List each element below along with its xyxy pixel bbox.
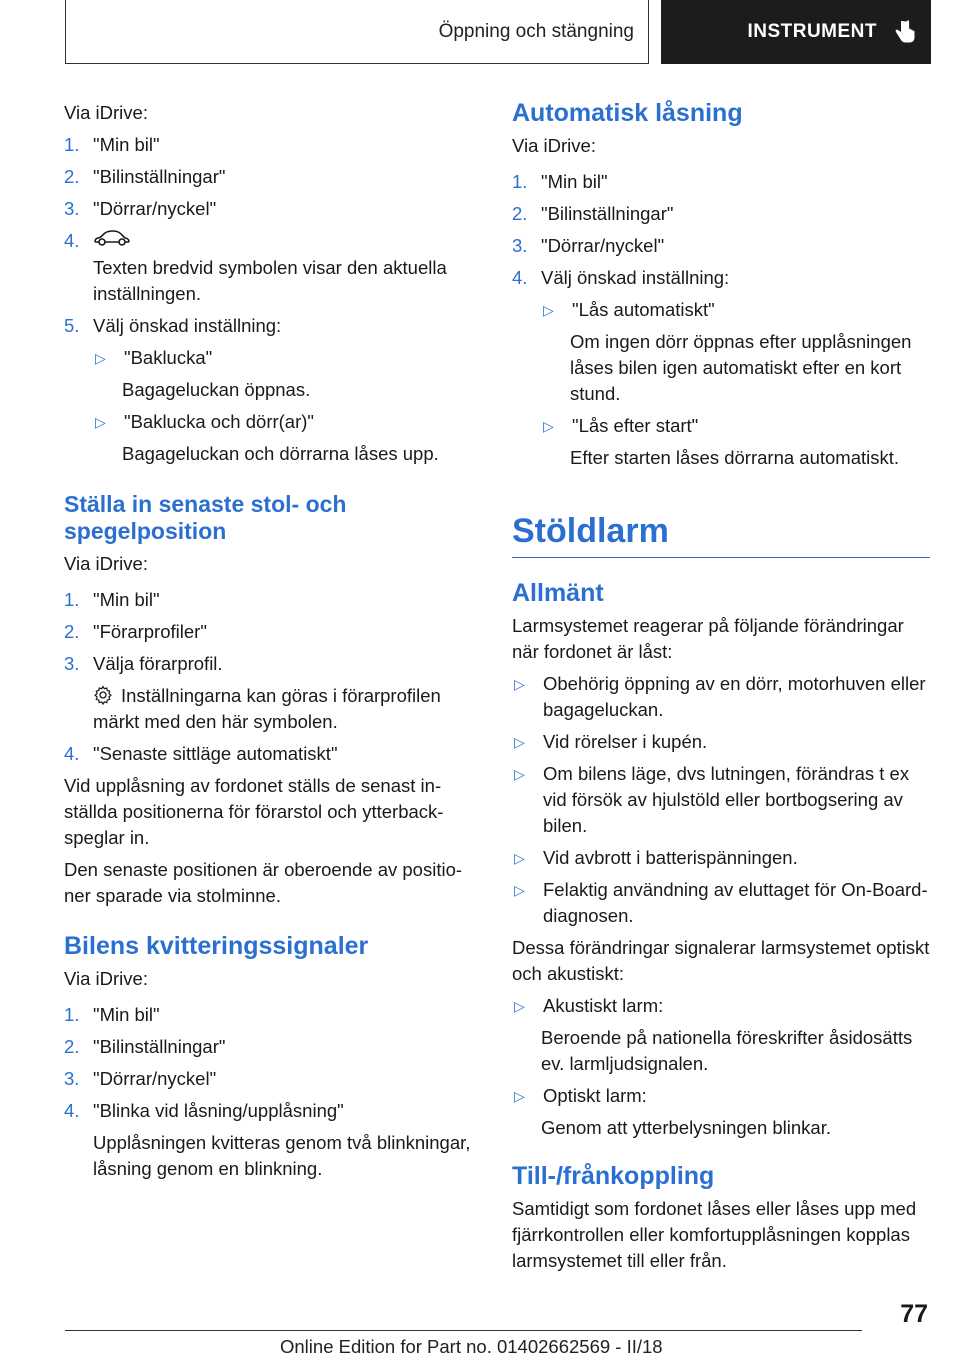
list-item: 2. "Bilinställningar" — [64, 1036, 226, 1057]
option-desc: Om ingen dörr öppnas efter upplåsningen låses bilen igen automatiskt efter en kort stund. — [570, 331, 912, 404]
bullet-desc: Beroende på nationella föreskrifter åsidosätts ev. larmljudsignalen. — [541, 1027, 913, 1074]
header-section-tab[interactable] — [65, 0, 649, 64]
section-heading-seat: Ställa in senaste stol- och spegelposition — [64, 491, 347, 544]
list-item: 1. "Min bil" — [512, 171, 608, 192]
step-note: Texten bredvid symbolen visar den aktuella inställningen. — [93, 257, 447, 304]
option-desc: Efter starten låses dörrarna automatiskt. — [570, 447, 900, 468]
list-item: 3. Välja förarprofil. — [64, 653, 223, 674]
list-item: 2. "Förarprofiler" — [64, 621, 207, 642]
list-item: 5. Välj önskad inställning: — [64, 315, 282, 336]
bullet-item: ▷ Felaktig användning av eluttaget för On-Board-diagnosen. — [514, 879, 928, 926]
paragraph: Dessa förändringar signalerar larmsystemet optiskt och akustiskt: — [512, 937, 930, 984]
hand-pointer-icon — [895, 19, 917, 45]
bullet-item: ▷ Optiskt larm: — [514, 1085, 647, 1106]
car-outline-icon — [93, 228, 131, 248]
intro-text: Via iDrive: — [64, 968, 148, 989]
option-item: ▷ "Baklucka" — [95, 347, 213, 368]
bullet-item: ▷ Obehörig öppning av en dörr, motorhuven eller bagageluckan. — [514, 673, 926, 720]
list-item: 3. "Dörrar/nyckel" — [64, 1068, 217, 1089]
option-desc: Bagageluckan öppnas. — [122, 379, 311, 400]
right-column — [512, 100, 930, 1274]
bullet-item: ▷ Akustiskt larm: — [514, 995, 664, 1016]
gear-icon — [93, 685, 113, 705]
section-heading-confirm: Bilens kvitteringssignaler — [64, 932, 369, 960]
list-item: 1. "Min bil" — [64, 589, 160, 610]
list-item: 4. "Senaste sittläge automatiskt" — [64, 743, 338, 764]
intro-text: Via iDrive: — [64, 553, 148, 574]
page-number: 77 — [900, 1300, 928, 1328]
option-item: ▷ "Lås automatiskt" — [543, 299, 715, 320]
list-item: 4. "Blinka vid låsning/upplåsning" — [64, 1100, 344, 1121]
list-item: 2. "Bilinställningar" — [64, 166, 226, 187]
list-item: 4. Välj önskad inställning: — [512, 267, 730, 288]
list-item: 4. — [64, 228, 474, 255]
footer-divider — [65, 1330, 862, 1331]
left-column — [64, 100, 474, 1182]
list-item: 3. "Dörrar/nyckel" — [64, 198, 217, 219]
intro-text: Via iDrive: — [512, 135, 596, 156]
list-item: 1. "Min bil" — [64, 1004, 160, 1025]
header-chapter-label: INSTRUMENT — [747, 21, 877, 42]
chapter-heading-alarm: Stöldlarm — [512, 511, 930, 558]
list-item: 1. "Min bil" — [64, 134, 160, 155]
option-item: ▷ "Baklucka och dörr(ar)" — [95, 411, 314, 432]
header-section-label: Öppning och stängning — [438, 20, 634, 42]
section-heading-toggle: Till-/frånkoppling — [512, 1162, 715, 1190]
bullet-desc: Genom att ytterbelysningen blinkar. — [541, 1117, 831, 1138]
paragraph: Samtidigt som fordonet låses eller låses upp med fjärrkontrollen eller komfortupplåsningen kopplas larmsystemet till eller från. — [512, 1198, 917, 1271]
step-note: Upplåsningen kvitteras genom två blinkningar, låsning genom en blinkning. — [93, 1132, 471, 1179]
bullet-item: ▷ Vid rörelser i kupén. — [514, 731, 708, 752]
intro-text: Via iDrive: — [64, 102, 148, 123]
list-item: 2. "Bilinställningar" — [512, 203, 674, 224]
option-desc: Bagageluckan och dörrarna låses upp. — [122, 443, 439, 464]
section-heading-auto: Automatisk låsning — [512, 99, 743, 127]
paragraph: Larmsystemet reagerar på följande förändringar när fordonet är låst: — [512, 615, 904, 662]
section-heading-general: Allmänt — [512, 579, 604, 607]
paragraph: Den senaste positionen är oberoende av positioner sparade via stolminne. — [64, 859, 463, 906]
bullet-item: ▷ Vid avbrott i batterispänningen. — [514, 847, 798, 868]
option-item: ▷ "Lås efter start" — [543, 415, 699, 436]
header-chapter-tab[interactable] — [661, 0, 931, 64]
bullet-item: ▷ Om bilens läge, dvs lutningen, förändras t ex vid försök av hjulstöld eller bortbogsering av bilen. — [514, 763, 910, 836]
paragraph: Vid upplåsning av fordonet ställs de senast inställda positionerna för förarstol och ytterbackspeglar in. — [64, 775, 444, 848]
footer-edition: Online Edition for Part no. 01402662569 - II/18 — [280, 1336, 663, 1357]
profile-note: Inställningarna kan göras i förarprofilen märkt med den här symbolen. — [93, 685, 441, 732]
list-item: 3. "Dörrar/nyckel" — [512, 235, 665, 256]
